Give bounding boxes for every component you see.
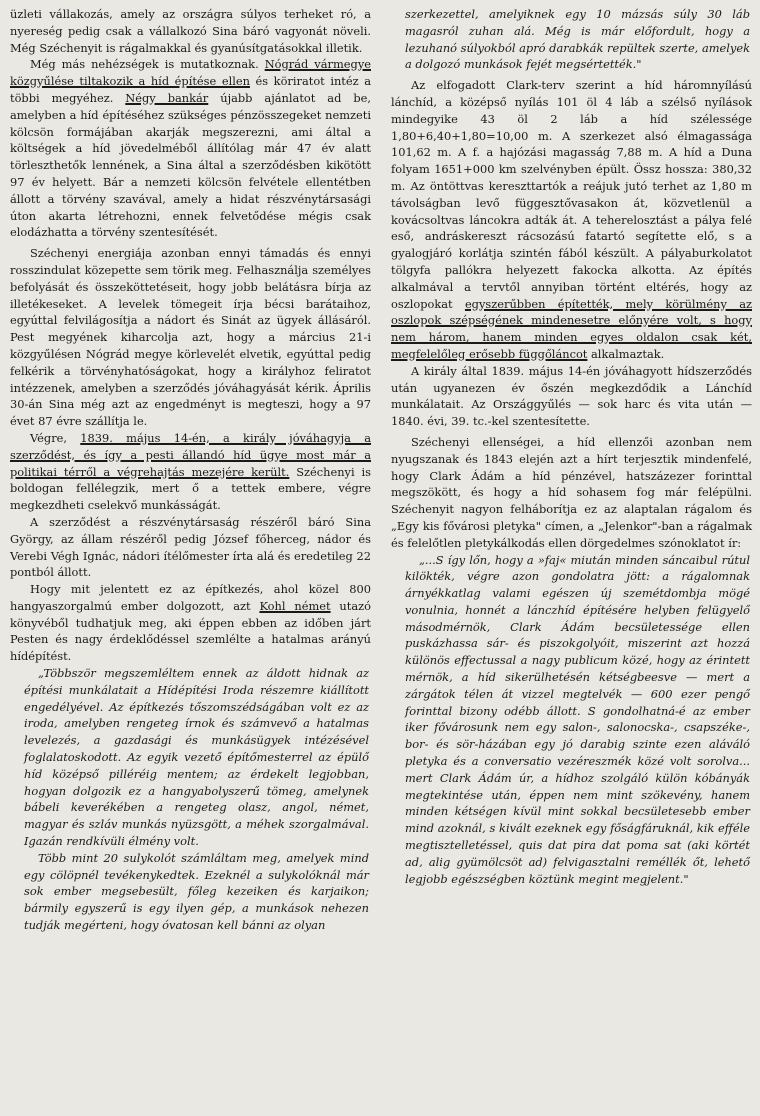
- text-run: Még más nehézségek is mutatkoznak.: [30, 57, 265, 72]
- paragraph: Széchenyi energiája azonban ennyi támadás és ennyi rosszindulat közepette sem törik meg. Felhasználja személyes befolyását és összeköttetéseit, hogy jobb belátásra bírja az illetékeseket. A levelek tömegeit írja bécsi barátaihoz, egyúttal felvilágosítja a nádort és Sinát az ügyek állásáról. Pest megyének kiharcolja azt, hogy a március 21-i közgyűlésen Nógrád megye körlevelét elvetik, egyúttal pedig felkérik a törvényhatóságokat, hogy a királyhoz feliratot intézzenek, amelyben a szerződés jóváhagyását kérik. Április 30-án Sina még azt az engedményt is megteszi, hogy a 97 évet 87 évre szállítja le.: [10, 246, 371, 429]
- szechenyi-quote: [391, 552, 752, 888]
- paragraph: [10, 581, 371, 665]
- text-run: Végre,: [30, 430, 81, 445]
- underlined-text: Kohl német: [259, 598, 331, 613]
- quote-paragraph: Több mint 20 sulykolót számláltam meg, amelyek mind egy cölöpnél tevékenykedtek. Ezeknél a sulykolóknál már sok ember megsebesült, főleg kezeiken és karjaikon; bármily egyszerű is egy ilyen gép, a munkások nehezen tudják megérteni, hogy óvatosan kell bánni az olyan: [24, 850, 369, 933]
- quote-paragraph: „Többször megszemléltem ennek az áldott hidnak az építési munkálatait a Hídépítési Iroda részemre kiállított engedélyével. Az építkezés tőszomszédságában volt ez az iroda, amelyben rengeteg írnok és számvevő a hatalmas levelezés, a gazdasági és munkásügyek intézésével foglalatoskodott. Az egyik vezető építőmesterrel az épülő híd középső pilléréig mentem; az érdekelt legjobban, hogyan dolgozik ez a hangyabolyszerű tömeg, amelynek bábeli keverékében a rengeteg olasz, angol, német, magyar és szláv munkás nyüzsgött, a méhek szorgalmával. Igazán rendkívüli élmény volt.: [24, 666, 369, 849]
- text-run: Széchenyi is boldogan fellélegzik, mert ő a tettek embere, végre megkezdheti cselekvő munkásságát.: [10, 464, 371, 513]
- text-run: alkalmaztak.: [587, 346, 665, 361]
- paragraph: [10, 56, 371, 241]
- paragraph: A szerződést a részvénytársaság részéről báró Sina György, az állam részéről pedig József főherceg, nádor és Verebi Végh Ignác, nádori ítélőmester írta alá és eredetileg 22 pontból állott.: [10, 514, 371, 580]
- kohl-quote-continued: [391, 6, 752, 73]
- paragraph: [10, 430, 371, 514]
- quote-paragraph: „...S így lőn, hogy a »faj« miután minden sáncaibul rútul kilökték, végre azon gondolatra jött: a rágalomnak árnyékkatlag valami egészen új szemétdombja mögé vonulnia, honnét a lánczhíd építésére helyben felügyelő másodmérnök, Clark Ádám becsületessége ellen puskázhassa sár- és piszokgolyóit, miszerint azt hozzá különös effectussal a nagy publicum közé, hogy az érintett mérnök, a híd sikerülhetésén kétségbeesve — mert a zárgátok télen át vizzel megtelvék — 600 ezer pengő forinttal bizony odébb állott. S gondolhatná-é az ember iker fővárosunk nem egy salon-, salonocska-, csapszéke-, bor- és sör-házában egy jó darabig szinte ezen aláváló pletyka és a conversatio vezéreszmék közé volt sorolva... mert Clark Ádám úr, a hídhoz szolgáló külön kóbányák megtekintése után, éppen nem mint szökevény, hanem minden kétségen kívül mint sokkal becsületesebb ember mind azoknál, s kivált ezeknek egy főságfáruknál, kik efféle megtisztelletéssel, quis dat pira dat poma sat (aki körtét ad, alig gyümölcsöt ad) felvigasztalni reméllék őt, lehető legjobb egészségben köztünk megint megjelent.": [405, 552, 750, 886]
- kohl-quote: [10, 665, 371, 934]
- paragraph: [391, 77, 752, 363]
- text-run: és köriratot intéz a többi megyéhez.: [10, 74, 371, 105]
- text-run: utazó könyvéből tudhatjuk meg, aki éppen ebben az időben járt Pesten és nagy érdeklődéssel szemlélte a hatalmas arányú hídépítést.: [10, 598, 371, 664]
- right-column: [391, 6, 752, 1110]
- text-run: Hogy mit jelentett ez az építkezés, ahol közel 800 hangyaszorgalmú ember dolgozott, azt: [10, 582, 371, 613]
- paragraph: Széchenyi ellenségei, a híd ellenzői azonban nem nyugszanak és 1843 elején azt a hírt terjesztik mindenfelé, hogy Clark Ádám a híd pénzével, hatszázezer forinttal megszökött, és hogy a híd sohasem fog már felépülni. Széchenyit nagyon felháborítja ez az alaptalan rágalom és „Egy kis fővárosi pletyka" címen, a „Jelenkor"-ban a rágalmak és felelőtlen pletykálkodás ellen dörgedelmes szónoklatot ír:: [391, 434, 752, 550]
- underlined-text: 1839. május 14-én, a király jóváhagyja a szerződést, és így a pesti állandó híd ügye most már a politikai térről a végrehajtás mezejére került.: [10, 430, 371, 479]
- quote-paragraph: szerkezettel, amelyiknek egy 10 mázsás súly 30 láb magasról zuhan alá. Még is már előfordult, hogy a lezuhanó súlyokból apró darabkák repültek szerte, amelyek a dolgozó munkások fejét megsértették.": [405, 7, 750, 72]
- left-column: [10, 6, 371, 1110]
- text-run: Az elfogadott Clark-terv szerint a híd háromnyílású lánchíd, a középső nyílás 101 öl 4 láb a szélső nyílások mindegyike 43 öl 2 láb a híd szélessége 1,80+6,40+1,80=10,00 m. A szerkezet alsó élmagassága 101,62 m. A f. a hajózási magasság 7,88 m. A híd a Duna folyam 1651+000 km szelvényben épült. Össz hossza: 380,32 m. Az öntöttvas kereszttartók a reájuk jutó terhet az 1,80 m távolságban levő függesztővasakon át, közvetlenül a kovácsoltvas láncokra adták át. A teherelosztást a pálya felé eső, andráskereszt rácsozású fatartó segítette elő, s a gyalogjáró korlátja szintén fából készült. A pályaburkolatot tölgyfa pallókra helyezett fakocka alkotta. Az építés alkalmával a tervtől annyiban történt eltérés, hogy az oszlopokat: [391, 78, 752, 311]
- underlined-text: egyszerűbben építették, mely körülmény az oszlopok szépségének mindenesetre előnyére volt, s hogy nem három, hanem minden egyes oldalon csak két, megfelelőleg erősebb függőláncot: [391, 296, 752, 361]
- text-run: újabb ajánlatot ad be, amelyben a híd építéséhez szükséges pénzösszegeket nemzeti kölcsön formájában akarják megszerezni, ami által a költségek a híd jövedelméből állítólag már 47 év alatt törleszthetők lennének, a Sina által a szerződésben kikötött 97 év helyett. Bár a nemzeti kölcsön felvétele ellentétben állott a törvény szavával, amely a hidat részvénytársasági úton akarta létrehozni, ennek felvetődése mégis csak elodázhatta a törvény szentesítését.: [10, 90, 371, 240]
- paragraph: A király által 1839. május 14-én jóváhagyott hídszerződés után ugyanezen év őszén megkezdődik a Lánchíd munkálatait. Az Országgyűlés — sok harc és vita után — 1840. évi, 39. tc.-kel szentesítette.: [391, 363, 752, 429]
- underlined-text: Nógrád vármegye közgyűlése tiltakozik a híd építése ellen: [10, 57, 371, 89]
- paragraph: üzleti vállakozás, amely az országra súlyos terheket ró, a nyereség pedig csak a vállalkozó Sina báró vagyonát növeli. Még Széchenyit is rágalmakkal és gyanúsítgatásokkal illetik.: [10, 7, 371, 55]
- underlined-text: Négy bankár: [125, 90, 209, 105]
